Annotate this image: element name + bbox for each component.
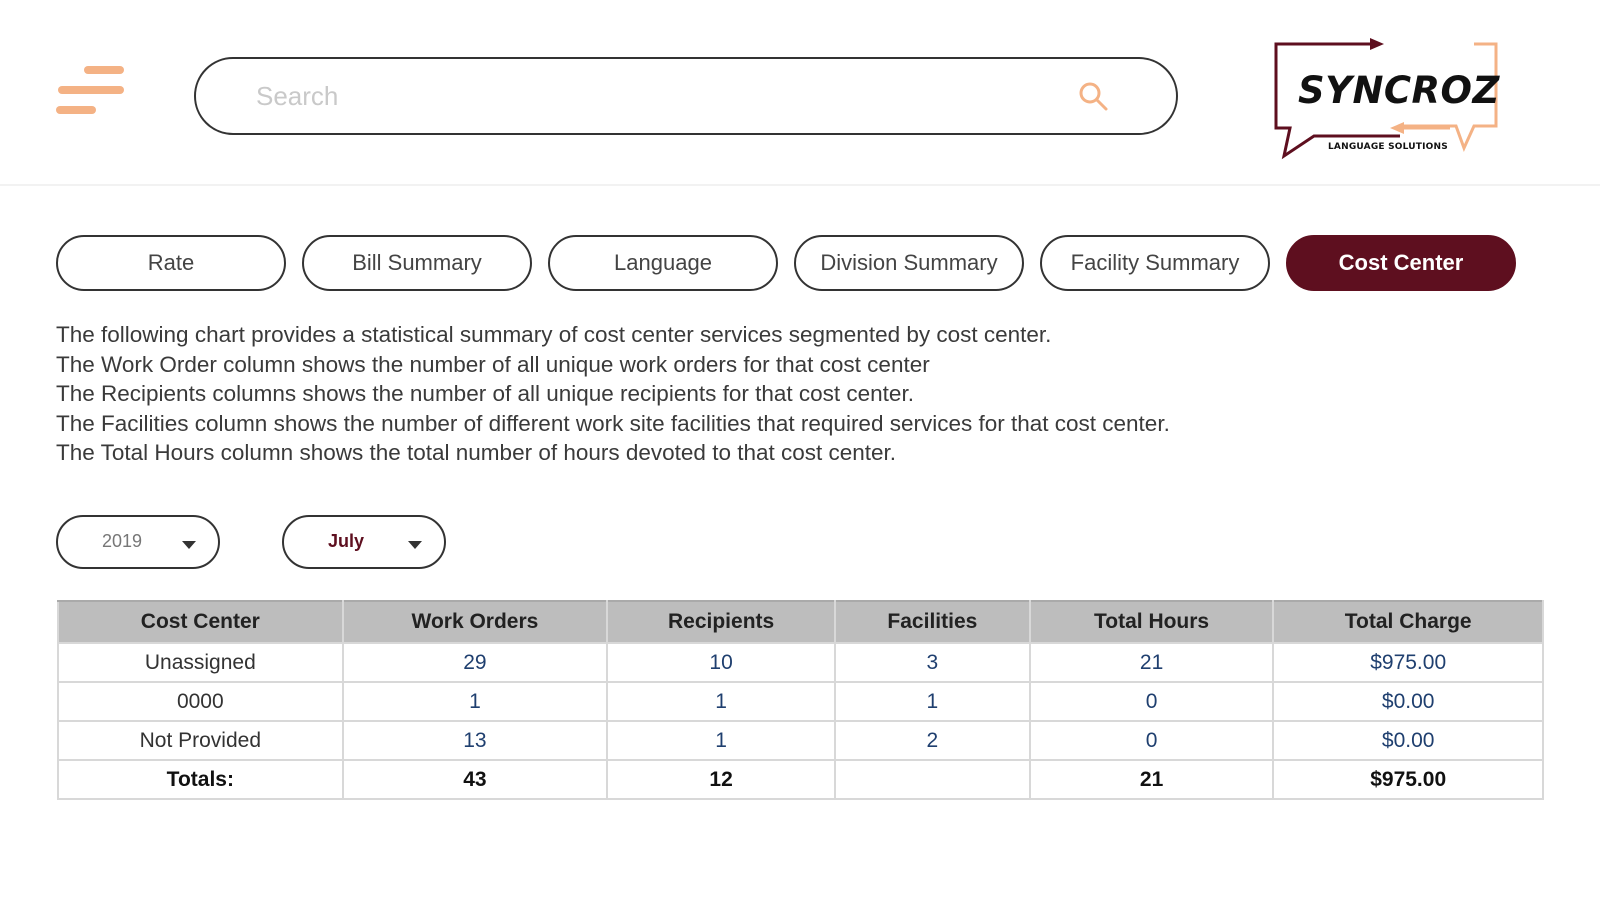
work-orders-cell: 13	[343, 721, 608, 760]
menu-icon[interactable]	[54, 64, 128, 118]
work-orders-cell: 29	[343, 643, 608, 682]
facilities-cell: 1	[835, 682, 1030, 721]
total-charge-cell: $975.00	[1273, 643, 1543, 682]
syncroz-logo	[1274, 36, 1506, 162]
total-hours-cell: 0	[1030, 721, 1274, 760]
total-charge-cell: $0.00	[1273, 682, 1543, 721]
table-row	[58, 643, 1543, 682]
description-line: The Work Order column shows the number of all unique work orders for that cost center	[56, 351, 930, 377]
search-icon[interactable]	[1076, 79, 1110, 113]
facilities-cell: 2	[835, 721, 1030, 760]
totals-row	[58, 760, 1543, 799]
column-header-cost-center: Cost Center	[58, 601, 343, 643]
column-header-work-orders: Work Orders	[343, 601, 608, 643]
total-work-orders: 43	[343, 760, 608, 799]
tab-cost-center[interactable]: Cost Center	[1286, 235, 1516, 291]
search-bar	[194, 57, 1178, 135]
search-input[interactable]	[256, 73, 1076, 119]
menu-line	[56, 106, 96, 114]
facilities-cell: 3	[835, 643, 1030, 682]
chevron-down-icon	[182, 541, 196, 549]
report-description	[56, 320, 1536, 468]
recipients-cell: 1	[607, 721, 835, 760]
cost-center-cell: Unassigned	[58, 643, 343, 682]
cost-center-cell: Not Provided	[58, 721, 343, 760]
total-hours-cell: 21	[1030, 643, 1274, 682]
description-line: The Recipients columns shows the number of all unique recipients for that cost center.	[56, 381, 914, 406]
tab-division-summary[interactable]: Division Summary	[794, 235, 1024, 291]
column-header-total-hours: Total Hours	[1030, 601, 1274, 643]
app-header	[0, 0, 1600, 186]
logo-tagline: LANGUAGE SOLUTIONS	[1328, 142, 1448, 152]
recipients-cell: 1	[607, 682, 835, 721]
description-line: The Facilities column shows the number of different work site facilities that required services for that cost center.	[56, 410, 1170, 436]
recipients-cell: 10	[607, 643, 835, 682]
tab-facility-summary[interactable]: Facility Summary	[1040, 235, 1270, 291]
month-select-value: July	[328, 531, 365, 551]
total-recipients: 12	[607, 760, 835, 799]
work-orders-cell: 1	[343, 682, 608, 721]
table-row	[58, 682, 1543, 721]
tab-bill-summary[interactable]: Bill Summary	[302, 235, 532, 291]
tab-rate[interactable]: Rate	[56, 235, 286, 291]
total-facilities	[835, 760, 1030, 799]
cost-center-cell: 0000	[58, 682, 343, 721]
menu-line	[58, 86, 124, 94]
total-hours: 21	[1030, 760, 1274, 799]
column-header-total-charge: Total Charge	[1273, 601, 1543, 643]
report-tabs	[56, 235, 1546, 291]
tab-language[interactable]: Language	[548, 235, 778, 291]
menu-line	[84, 66, 124, 74]
total-charge: $975.00	[1273, 760, 1543, 799]
cost-center-table	[57, 600, 1544, 800]
month-select[interactable]	[282, 515, 446, 569]
table-header-row	[58, 601, 1543, 643]
description-line: The Total Hours column shows the total number of hours devoted to that cost center.	[56, 440, 897, 465]
total-charge-cell: $0.00	[1273, 721, 1543, 760]
column-header-facilities: Facilities	[835, 601, 1030, 643]
column-header-recipients: Recipients	[607, 601, 835, 643]
logo-wordmark: SYNCROZ	[1298, 69, 1500, 112]
year-select-value: 2019	[102, 531, 143, 551]
year-select[interactable]	[56, 515, 220, 569]
total-hours-cell: 0	[1030, 682, 1274, 721]
description-line: The following chart provides a statistical summary of cost center services segmented by cost center.	[56, 322, 1052, 347]
chevron-down-icon	[408, 541, 422, 549]
totals-label: Totals:	[58, 760, 343, 799]
table-row	[58, 721, 1543, 760]
